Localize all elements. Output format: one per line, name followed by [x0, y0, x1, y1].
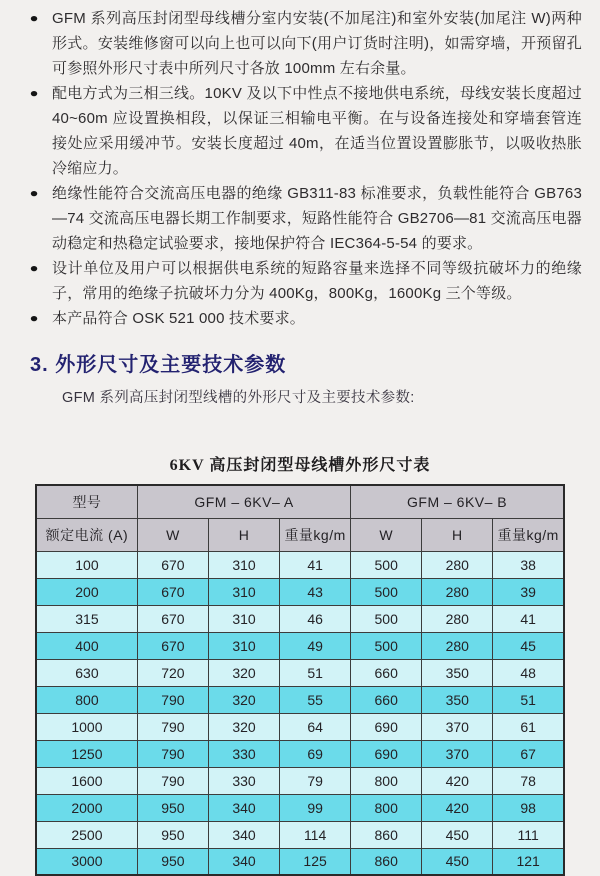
table-cell: 340	[208, 821, 279, 848]
bullet-text: 本产品符合 OSK 521 000 技术要求。	[52, 310, 306, 327]
table-header-row-groups	[36, 485, 564, 518]
bullet-text: 绝缘性能符合交流高压电器的绝缘 GB311-83 标准要求，负载性能符合 GB763—74 交流高压电器长期工作制要求，短路性能符合 GB2706—81 交流高压电器动稳定和热稳定试验要求，接地保护符合 IEC364-5-54 的要求。	[52, 185, 582, 252]
bullet-item	[29, 181, 582, 256]
header-weight-a: 重量kg/m	[280, 518, 351, 551]
bullet-item	[29, 81, 582, 181]
table-cell: 51	[493, 686, 564, 713]
bullet-list	[0, 0, 600, 331]
bullet-item	[29, 306, 582, 331]
bullet-text: GFM 系列高压封闭型母线槽分室内安装(不加尾注)和室外安装(加尾注 W)两种形式。安装维修窗可以向上也可以向下(用户订货时注明)，如需穿墙，开预留孔可参照外形尺寸表中所列尺寸各放 100mm 左右余量。	[52, 10, 582, 77]
table-body	[36, 551, 564, 875]
table-cell: 450	[422, 821, 493, 848]
table-cell: 280	[422, 551, 493, 578]
table-cell: 950	[137, 821, 208, 848]
table-cell: 950	[137, 794, 208, 821]
table-cell: 670	[137, 605, 208, 632]
table-cell: 800	[351, 767, 422, 794]
table-cell: 790	[137, 767, 208, 794]
table-cell: 500	[351, 605, 422, 632]
table-row	[36, 551, 564, 578]
table-row	[36, 632, 564, 659]
table-cell: 46	[280, 605, 351, 632]
header-model: 型号	[36, 485, 137, 518]
table-cell: 49	[280, 632, 351, 659]
table-cell: 330	[208, 740, 279, 767]
header-h-a: H	[208, 518, 279, 551]
table-cell: 61	[493, 713, 564, 740]
table-row	[36, 605, 564, 632]
table-cell: 69	[280, 740, 351, 767]
table-cell: 320	[208, 659, 279, 686]
table-cell: 310	[208, 551, 279, 578]
table-cell: 111	[493, 821, 564, 848]
section-heading: 3. 外形尺寸及主要技术参数	[30, 354, 287, 376]
bullet-item	[29, 6, 582, 81]
table-cell: 114	[280, 821, 351, 848]
table-cell: 200	[36, 578, 137, 605]
table-row	[36, 767, 564, 794]
table-title: 6KV 高压封闭型母线槽外形尺寸表	[169, 457, 431, 474]
table-cell: 41	[280, 551, 351, 578]
table-cell: 500	[351, 632, 422, 659]
header-rated-current: 额定电流 (A)	[36, 518, 137, 551]
table-cell: 670	[137, 551, 208, 578]
table-cell: 420	[422, 767, 493, 794]
table-cell: 340	[208, 794, 279, 821]
bullet-icon: ●	[29, 311, 39, 325]
table-cell: 630	[36, 659, 137, 686]
table-row	[36, 686, 564, 713]
table-cell: 500	[351, 551, 422, 578]
table-cell: 690	[351, 740, 422, 767]
table-cell: 660	[351, 659, 422, 686]
table-row	[36, 821, 564, 848]
table-cell: 670	[137, 632, 208, 659]
table-cell: 660	[351, 686, 422, 713]
table-cell: 2000	[36, 794, 137, 821]
bullet-text: 配电方式为三相三线。10KV 及以下中性点不接地供电系统，母线安装长度超过 40~60m 应设置换相段，以保证三相输电平衡。在与设备连接处和穿墙套管连接处应采用缓冲节。安装长度超过 40m，在适当位置设置膨胀节，以吸收热胀冷缩应力。	[52, 85, 582, 177]
table-cell: 790	[137, 713, 208, 740]
table-cell: 450	[422, 848, 493, 875]
header-w-b: W	[351, 518, 422, 551]
table-cell: 690	[351, 713, 422, 740]
header-h-b: H	[422, 518, 493, 551]
table-cell: 370	[422, 713, 493, 740]
bullet-item	[29, 256, 582, 306]
table-cell: 420	[422, 794, 493, 821]
table-cell: 310	[208, 632, 279, 659]
table-cell: 330	[208, 767, 279, 794]
table-row	[36, 794, 564, 821]
table-row	[36, 713, 564, 740]
table-cell: 3000	[36, 848, 137, 875]
table-cell: 78	[493, 767, 564, 794]
table-cell: 340	[208, 848, 279, 875]
table-cell: 125	[280, 848, 351, 875]
table-cell: 100	[36, 551, 137, 578]
table-cell: 860	[351, 848, 422, 875]
table-header-row-columns	[36, 518, 564, 551]
table-cell: 43	[280, 578, 351, 605]
header-w-a: W	[137, 518, 208, 551]
table-cell: 38	[493, 551, 564, 578]
table-row	[36, 740, 564, 767]
header-group-a: GFM – 6KV– A	[137, 485, 350, 518]
table-cell: 315	[36, 605, 137, 632]
table-cell: 800	[351, 794, 422, 821]
table-cell: 310	[208, 605, 279, 632]
table-cell: 790	[137, 740, 208, 767]
table-cell: 45	[493, 632, 564, 659]
table-cell: 320	[208, 713, 279, 740]
table-cell: 55	[280, 686, 351, 713]
table-header	[36, 485, 564, 551]
table-cell: 41	[493, 605, 564, 632]
table-cell: 51	[280, 659, 351, 686]
table-cell: 720	[137, 659, 208, 686]
table-cell: 39	[493, 578, 564, 605]
table-cell: 2500	[36, 821, 137, 848]
table-cell: 64	[280, 713, 351, 740]
table-cell: 370	[422, 740, 493, 767]
table-cell: 320	[208, 686, 279, 713]
table-cell: 860	[351, 821, 422, 848]
header-group-b: GFM – 6KV– B	[351, 485, 564, 518]
table-cell: 48	[493, 659, 564, 686]
dimensions-table	[35, 484, 565, 876]
table-row	[36, 848, 564, 875]
table-cell: 280	[422, 578, 493, 605]
table-cell: 79	[280, 767, 351, 794]
table-cell: 950	[137, 848, 208, 875]
header-weight-b: 重量kg/m	[493, 518, 564, 551]
table-cell: 1600	[36, 767, 137, 794]
table-cell: 400	[36, 632, 137, 659]
table-cell: 350	[422, 659, 493, 686]
table-cell: 1250	[36, 740, 137, 767]
table-cell: 280	[422, 605, 493, 632]
table-cell: 67	[493, 740, 564, 767]
table-cell: 500	[351, 578, 422, 605]
table-cell: 670	[137, 578, 208, 605]
table-cell: 98	[493, 794, 564, 821]
table-cell: 121	[493, 848, 564, 875]
section-intro: GFM 系列高压封闭型线槽的外形尺寸及主要技术参数:	[62, 390, 415, 406]
bullet-icon: ●	[29, 186, 39, 200]
table-cell: 1000	[36, 713, 137, 740]
table-row	[36, 659, 564, 686]
table-cell: 350	[422, 686, 493, 713]
bullet-text: 设计单位及用户可以根据供电系统的短路容量来选择不同等级抗破坏力的绝缘子，常用的绝缘子抗破坏力分为 400Kg，800Kg，1600Kg 三个等级。	[52, 260, 582, 302]
bullet-icon: ●	[29, 11, 39, 25]
table-cell: 310	[208, 578, 279, 605]
table-row	[36, 578, 564, 605]
table-cell: 99	[280, 794, 351, 821]
bullet-icon: ●	[29, 261, 39, 275]
table-cell: 280	[422, 632, 493, 659]
table-cell: 790	[137, 686, 208, 713]
bullet-icon: ●	[29, 86, 39, 100]
table-cell: 800	[36, 686, 137, 713]
